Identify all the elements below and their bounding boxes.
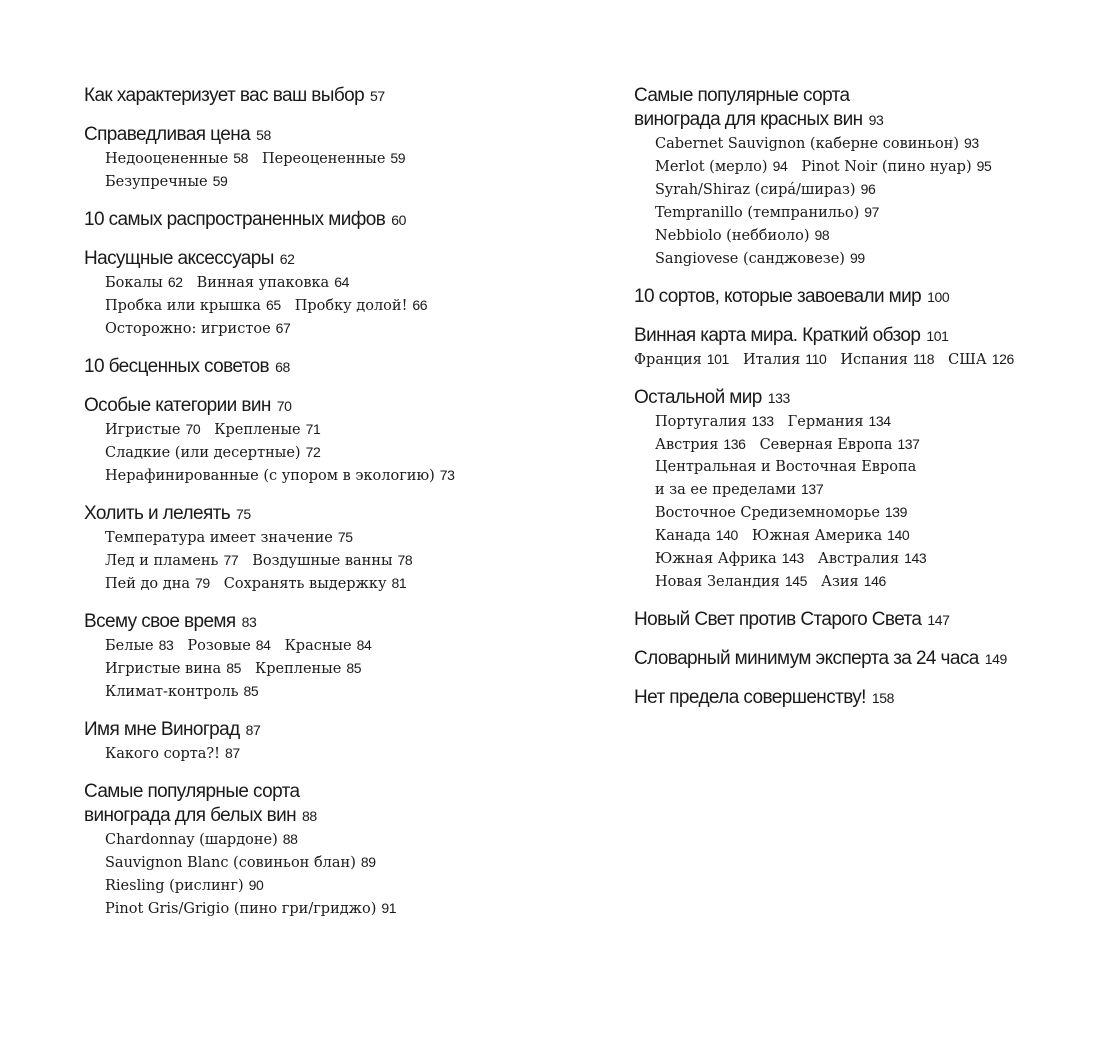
heading-page-number: 68 xyxy=(275,359,290,375)
heading-page-number: 158 xyxy=(871,690,895,706)
subentry-page-number: 59 xyxy=(212,173,228,189)
heading-title-line xyxy=(84,804,584,828)
subentry-page-number: 79 xyxy=(195,575,210,591)
subentry-page-number: 137 xyxy=(801,481,824,497)
subentry-page-number: 94 xyxy=(772,158,788,174)
section-heading[interactable] xyxy=(634,386,1074,410)
subentry-page-number: 101 xyxy=(706,351,729,367)
subentry-title: Игристые xyxy=(105,422,181,438)
subentry[interactable] xyxy=(655,501,907,524)
heading-title-text: Как характеризует вас ваш выбор xyxy=(84,85,365,106)
subentry-title: Восточное Средиземноморье xyxy=(655,505,880,521)
toc-section xyxy=(84,208,584,232)
subentry-title: Южная Америка xyxy=(751,528,883,544)
heading-title-line xyxy=(634,608,1074,632)
heading-title-text: винограда для красных вин xyxy=(634,109,863,130)
subentry[interactable] xyxy=(655,478,823,501)
section-heading[interactable] xyxy=(84,123,584,147)
subentry[interactable] xyxy=(105,828,298,851)
subentry-title: Воздушные ванны xyxy=(252,553,393,569)
subentry-page-number: 72 xyxy=(305,444,321,460)
heading-page-number: 100 xyxy=(927,289,950,305)
subentry-page-number: 99 xyxy=(849,250,865,266)
subentry-title: Какого сорта?! xyxy=(105,746,220,762)
subentry-title: Nebbiolo (неббиоло) xyxy=(655,228,810,244)
subentry[interactable] xyxy=(655,132,979,155)
toc-left-column xyxy=(84,84,584,935)
heading-title-text: Справедливая цена xyxy=(84,124,251,145)
heading-page-number: 101 xyxy=(926,328,949,344)
subentry-page-number: 93 xyxy=(964,135,979,151)
subentry-title: США xyxy=(948,352,987,368)
subentry[interactable] xyxy=(788,410,891,433)
toc-section xyxy=(84,84,584,108)
heading-title-line xyxy=(84,718,584,742)
heading-title-line xyxy=(634,686,1074,710)
subentry[interactable] xyxy=(818,547,926,570)
subentry[interactable] xyxy=(634,348,729,371)
subentry-row xyxy=(84,294,584,317)
subentry[interactable] xyxy=(655,178,875,201)
subentry-row xyxy=(634,501,1074,524)
subentry-page-number: 139 xyxy=(884,504,908,520)
subentry-row xyxy=(84,828,584,851)
subentry-page-number: 98 xyxy=(814,227,830,243)
toc-section xyxy=(84,355,584,379)
subentry-page-number: 64 xyxy=(334,274,349,290)
subentry[interactable] xyxy=(655,570,807,593)
section-heading[interactable] xyxy=(634,84,1074,132)
subentry-title: Португалия xyxy=(655,414,747,430)
subentry-title: Riesling (рислинг) xyxy=(105,878,244,894)
section-heading[interactable] xyxy=(634,285,1074,309)
subentry[interactable] xyxy=(105,271,183,294)
subentry[interactable] xyxy=(255,657,361,680)
subentry-page-number: 95 xyxy=(976,158,992,174)
subentry-row xyxy=(84,634,584,657)
subentry-row xyxy=(84,680,584,703)
heading-title-text: Насущные аксессуары xyxy=(84,248,274,269)
section-heading[interactable] xyxy=(84,208,584,232)
heading-title-line xyxy=(634,647,1074,671)
subentry-title: Лед и пламень xyxy=(105,553,219,569)
subentry[interactable] xyxy=(105,657,241,680)
subentry[interactable] xyxy=(224,572,406,595)
subentry-title: Крепленые xyxy=(214,422,301,438)
subentry[interactable] xyxy=(948,348,1014,371)
subentry-row xyxy=(84,147,584,170)
subentry-page-number: 71 xyxy=(305,421,321,437)
heading-title-text: Винная карта мира. Краткий обзор xyxy=(634,325,921,346)
subentry-title: Канада xyxy=(655,528,711,544)
subentry-title: Пей до дна xyxy=(105,576,191,592)
subentry-row xyxy=(84,441,584,464)
section-heading[interactable] xyxy=(84,502,584,526)
heading-title-line xyxy=(84,394,584,418)
heading-title-line xyxy=(84,780,584,804)
subentry-page-number: 58 xyxy=(233,150,248,166)
toc-section xyxy=(84,123,584,193)
subentry-page-number: 65 xyxy=(265,297,281,313)
subentry-row xyxy=(634,224,1074,247)
subentry-title: Италия xyxy=(742,352,801,368)
subentry-title: Sangiovese (санджовезе) xyxy=(655,251,845,267)
section-heading[interactable] xyxy=(634,608,1074,632)
subentry-title: Северная Европа xyxy=(759,437,893,453)
heading-title-line xyxy=(84,84,584,108)
subentry-page-number: 85 xyxy=(243,683,259,699)
subentry[interactable] xyxy=(187,634,270,657)
subentry[interactable] xyxy=(295,294,427,317)
subentry[interactable] xyxy=(105,680,258,703)
heading-title-line xyxy=(634,386,1074,410)
subentry-row xyxy=(84,897,584,920)
subentry-page-number: 126 xyxy=(991,351,1014,367)
toc-section xyxy=(84,247,584,340)
toc-section xyxy=(634,647,1074,671)
subentry-title: Игристые вина xyxy=(105,661,222,677)
subentry-page-number: 140 xyxy=(887,527,910,543)
subentry-row xyxy=(84,526,584,549)
heading-page-number: 133 xyxy=(767,390,790,406)
toc-section xyxy=(84,780,584,920)
subentry-page-number: 73 xyxy=(439,467,455,483)
subentry[interactable] xyxy=(655,456,916,478)
subentry-title: Pinot Noir (пино нуар) xyxy=(801,159,972,175)
subentry[interactable] xyxy=(105,441,320,464)
subentry-page-number: 145 xyxy=(784,573,807,589)
heading-title-text: Остальной мир xyxy=(634,387,762,408)
subentry[interactable] xyxy=(655,247,865,270)
subentry-page-number: 97 xyxy=(864,204,880,220)
subentry-page-number: 89 xyxy=(360,854,376,870)
subentry-title: Сладкие (или десертные) xyxy=(105,445,301,461)
heading-page-number: 88 xyxy=(302,808,317,824)
subentry-row xyxy=(634,247,1074,270)
subentry-row xyxy=(634,201,1074,224)
heading-page-number: 57 xyxy=(370,88,385,104)
toc-section xyxy=(84,502,584,595)
subentry-row xyxy=(634,478,1074,501)
subentry-page-number: 77 xyxy=(223,552,239,568)
subentry-page-number: 81 xyxy=(391,575,407,591)
subentry-page-number: 85 xyxy=(346,660,362,676)
subentry[interactable] xyxy=(105,317,290,340)
subentry[interactable] xyxy=(760,433,920,456)
subentry-title: Испания xyxy=(840,352,908,368)
subentry-page-number: 90 xyxy=(248,877,264,893)
toc-section xyxy=(634,386,1074,593)
subentry[interactable] xyxy=(197,271,349,294)
subentry-title: Пробку долой! xyxy=(294,298,408,314)
heading-title-line xyxy=(84,247,584,271)
subentry-page-number: 66 xyxy=(412,297,428,313)
subentry-page-number: 134 xyxy=(868,413,891,429)
subentry-page-number: 137 xyxy=(897,436,920,452)
subentry-title: Южная Африка xyxy=(655,551,777,567)
subentry-page-number: 91 xyxy=(381,900,397,916)
subentry-title: Температура имеет значение xyxy=(105,530,333,546)
section-heading[interactable] xyxy=(84,84,584,108)
subentry[interactable] xyxy=(655,524,738,547)
subentry[interactable] xyxy=(655,410,774,433)
subentry-row xyxy=(84,657,584,680)
heading-title-text: Самые популярные сорта xyxy=(84,781,300,802)
subentry-row xyxy=(84,170,584,193)
heading-title-line xyxy=(634,84,1074,108)
toc-section xyxy=(634,324,1074,371)
subentry-row xyxy=(634,547,1074,570)
heading-title-text: 10 сортов, которые завоевали мир xyxy=(634,286,922,307)
heading-page-number: 58 xyxy=(256,127,271,143)
heading-title-text: Холить и лелеять xyxy=(84,503,231,524)
subentry-page-number: 110 xyxy=(805,351,827,367)
subentry-title: Австралия xyxy=(817,551,900,567)
section-heading[interactable] xyxy=(84,394,584,418)
subentry[interactable] xyxy=(105,170,227,193)
heading-title-line xyxy=(84,208,584,232)
section-heading[interactable] xyxy=(634,686,1074,710)
heading-title-line xyxy=(84,502,584,526)
subentry-page-number: 140 xyxy=(715,527,738,543)
subentry-page-number: 70 xyxy=(185,421,201,437)
subentry-row xyxy=(84,549,584,572)
subentry[interactable] xyxy=(655,201,879,224)
section-heading[interactable] xyxy=(84,780,584,828)
subentry[interactable] xyxy=(655,547,804,570)
section-heading[interactable] xyxy=(634,647,1074,671)
subentry-page-number: 83 xyxy=(158,637,174,653)
subentry-page-number: 84 xyxy=(255,637,271,653)
subentry[interactable] xyxy=(752,524,909,547)
subentry-page-number: 143 xyxy=(781,550,804,566)
subentry[interactable] xyxy=(105,897,396,920)
section-heading[interactable] xyxy=(84,355,584,379)
subentry[interactable] xyxy=(105,851,376,874)
subentry[interactable] xyxy=(743,348,826,371)
heading-title-text: Самые популярные сорта xyxy=(634,85,850,106)
heading-title-text: Нет предела совершенству! xyxy=(634,687,866,708)
subentry-title: Германия xyxy=(787,414,864,430)
subentry[interactable] xyxy=(105,294,281,317)
subentry-page-number: 78 xyxy=(397,552,413,568)
subentry[interactable] xyxy=(801,155,991,178)
heading-title-text: Новый Свет против Старого Света xyxy=(634,609,922,630)
section-heading[interactable] xyxy=(634,324,1074,348)
subentry-page-number: 133 xyxy=(751,413,774,429)
subentry-row xyxy=(634,410,1074,433)
heading-title-text: Особые категории вин xyxy=(84,395,271,416)
toc-section xyxy=(84,610,584,703)
heading-page-number: 87 xyxy=(245,722,261,738)
subentry-row xyxy=(84,874,584,897)
subentry-title: Осторожно: игристое xyxy=(105,321,271,337)
heading-title-line xyxy=(84,123,584,147)
heading-page-number: 147 xyxy=(927,612,950,628)
subentry[interactable] xyxy=(105,742,240,765)
subentry-row xyxy=(84,464,584,487)
heading-title-line xyxy=(634,108,1074,132)
subentry[interactable] xyxy=(262,147,405,170)
heading-title-line xyxy=(634,324,1074,348)
subentry-page-number: 118 xyxy=(912,351,935,367)
subentry-title: Климат-контроль xyxy=(105,684,239,700)
subentry-row xyxy=(634,155,1074,178)
toc-section xyxy=(634,686,1074,710)
heading-page-number: 75 xyxy=(236,506,251,522)
subentry-row xyxy=(634,132,1074,155)
heading-title-text: винограда для белых вин xyxy=(84,805,297,826)
subentry-title: Нерафинированные (с упором в экологию) xyxy=(105,468,435,484)
subentry-title: Syrah/Shiraz (сирá/шираз) xyxy=(655,182,856,198)
subentry-title: Азия xyxy=(821,574,859,590)
subentry-title: Безупречные xyxy=(105,174,208,190)
subentry-title: Белые xyxy=(105,638,154,654)
heading-page-number: 62 xyxy=(279,251,295,267)
subentry-page-number: 96 xyxy=(860,181,876,197)
subentry[interactable] xyxy=(840,348,934,371)
heading-title-line xyxy=(84,355,584,379)
subentry-page-number: 62 xyxy=(167,274,183,290)
heading-page-number: 93 xyxy=(868,112,884,128)
subentry-title: Крепленые xyxy=(254,661,342,677)
subentry-page-number: 85 xyxy=(226,660,241,676)
subentry-title: Красные xyxy=(284,638,352,654)
heading-title-text: 10 самых распространенных мифов xyxy=(84,209,386,230)
subentry-title: Pinot Gris/Grigio (пино гри/гриджо) xyxy=(105,901,377,917)
heading-title-line xyxy=(84,610,584,634)
heading-title-text: 10 бесценных советов xyxy=(84,356,270,377)
subentry-title: Tempranillo (темпранильо) xyxy=(655,205,860,221)
subentry[interactable] xyxy=(105,549,238,572)
subentry[interactable] xyxy=(285,634,372,657)
subentry[interactable] xyxy=(105,526,353,549)
subentry-row xyxy=(634,433,1074,456)
subentry-title: Винная упаковка xyxy=(196,275,330,291)
subentry-row xyxy=(634,456,1074,478)
subentry-title: Розовые xyxy=(187,638,251,654)
subentry[interactable] xyxy=(655,155,787,178)
subentry[interactable] xyxy=(655,224,829,247)
toc-section xyxy=(634,608,1074,632)
heading-page-number: 149 xyxy=(984,651,1007,667)
section-heading[interactable] xyxy=(84,718,584,742)
subentry-row xyxy=(84,271,584,294)
toc-section xyxy=(634,84,1074,270)
subentry-row xyxy=(84,572,584,595)
subentry-title: Переоцененные xyxy=(262,151,386,167)
subentry-row xyxy=(84,418,584,441)
subentry-row xyxy=(634,178,1074,201)
subentry-page-number: 136 xyxy=(723,436,746,452)
subentry-title: Новая Зеландия xyxy=(655,574,780,590)
toc-section xyxy=(634,285,1074,309)
subentry-row xyxy=(634,570,1074,593)
subentry[interactable] xyxy=(105,147,248,170)
subentry[interactable] xyxy=(105,572,210,595)
subentry-row xyxy=(84,851,584,874)
subentry-title: Сохранять выдержку xyxy=(223,576,387,592)
subentry[interactable] xyxy=(105,464,455,487)
subentry[interactable] xyxy=(252,549,412,572)
subentry[interactable] xyxy=(105,418,200,441)
toc-section xyxy=(84,718,584,765)
subentry-title: Франция xyxy=(634,352,702,368)
subentry[interactable] xyxy=(105,634,173,657)
subentry-title: Австрия xyxy=(655,437,719,453)
subentry[interactable] xyxy=(105,874,263,897)
heading-title-line xyxy=(634,285,1074,309)
subentry[interactable] xyxy=(214,418,320,441)
subentry-title: Пробка или крышка xyxy=(105,298,261,314)
subentry[interactable] xyxy=(655,433,746,456)
subentry-row xyxy=(634,524,1074,547)
subentry-page-number: 87 xyxy=(225,745,240,761)
subentry-title: Cabernet Sauvignon (каберне совиньон) xyxy=(655,136,960,152)
subentry-title: Центральная и Восточная Европа xyxy=(655,459,917,475)
toc-section xyxy=(84,394,584,487)
toc-right-column xyxy=(634,84,1074,725)
subentry-row xyxy=(84,742,584,765)
subentry-title: Бокалы xyxy=(105,275,163,291)
heading-page-number: 60 xyxy=(391,212,406,228)
subentry-page-number: 146 xyxy=(863,573,886,589)
subentry-row xyxy=(634,348,1074,371)
subentry-page-number: 143 xyxy=(904,550,927,566)
section-heading[interactable] xyxy=(84,247,584,271)
subentry-title: Недооцененные xyxy=(105,151,229,167)
subentry-page-number: 67 xyxy=(275,320,291,336)
subentry-row xyxy=(84,317,584,340)
subentry-page-number: 88 xyxy=(282,831,298,847)
heading-page-number: 70 xyxy=(276,398,292,414)
section-heading[interactable] xyxy=(84,610,584,634)
subentry-title: Chardonnay (шардоне) xyxy=(105,832,278,848)
heading-title-text: Всему свое время xyxy=(84,611,236,632)
subentry[interactable] xyxy=(821,570,886,593)
subentry-page-number: 59 xyxy=(390,150,406,166)
heading-title-text: Имя мне Виноград xyxy=(84,719,240,740)
subentry-page-number: 75 xyxy=(337,529,353,545)
subentry-page-number: 84 xyxy=(356,637,372,653)
heading-page-number: 83 xyxy=(241,614,257,630)
subentry-title: Sauvignon Blanc (совиньон блан) xyxy=(105,855,356,871)
subentry-title: Merlot (мерло) xyxy=(655,159,768,175)
heading-title-text: Словарный минимум эксперта за 24 часа xyxy=(634,648,979,669)
subentry-title: и за ее пределами xyxy=(655,482,797,498)
